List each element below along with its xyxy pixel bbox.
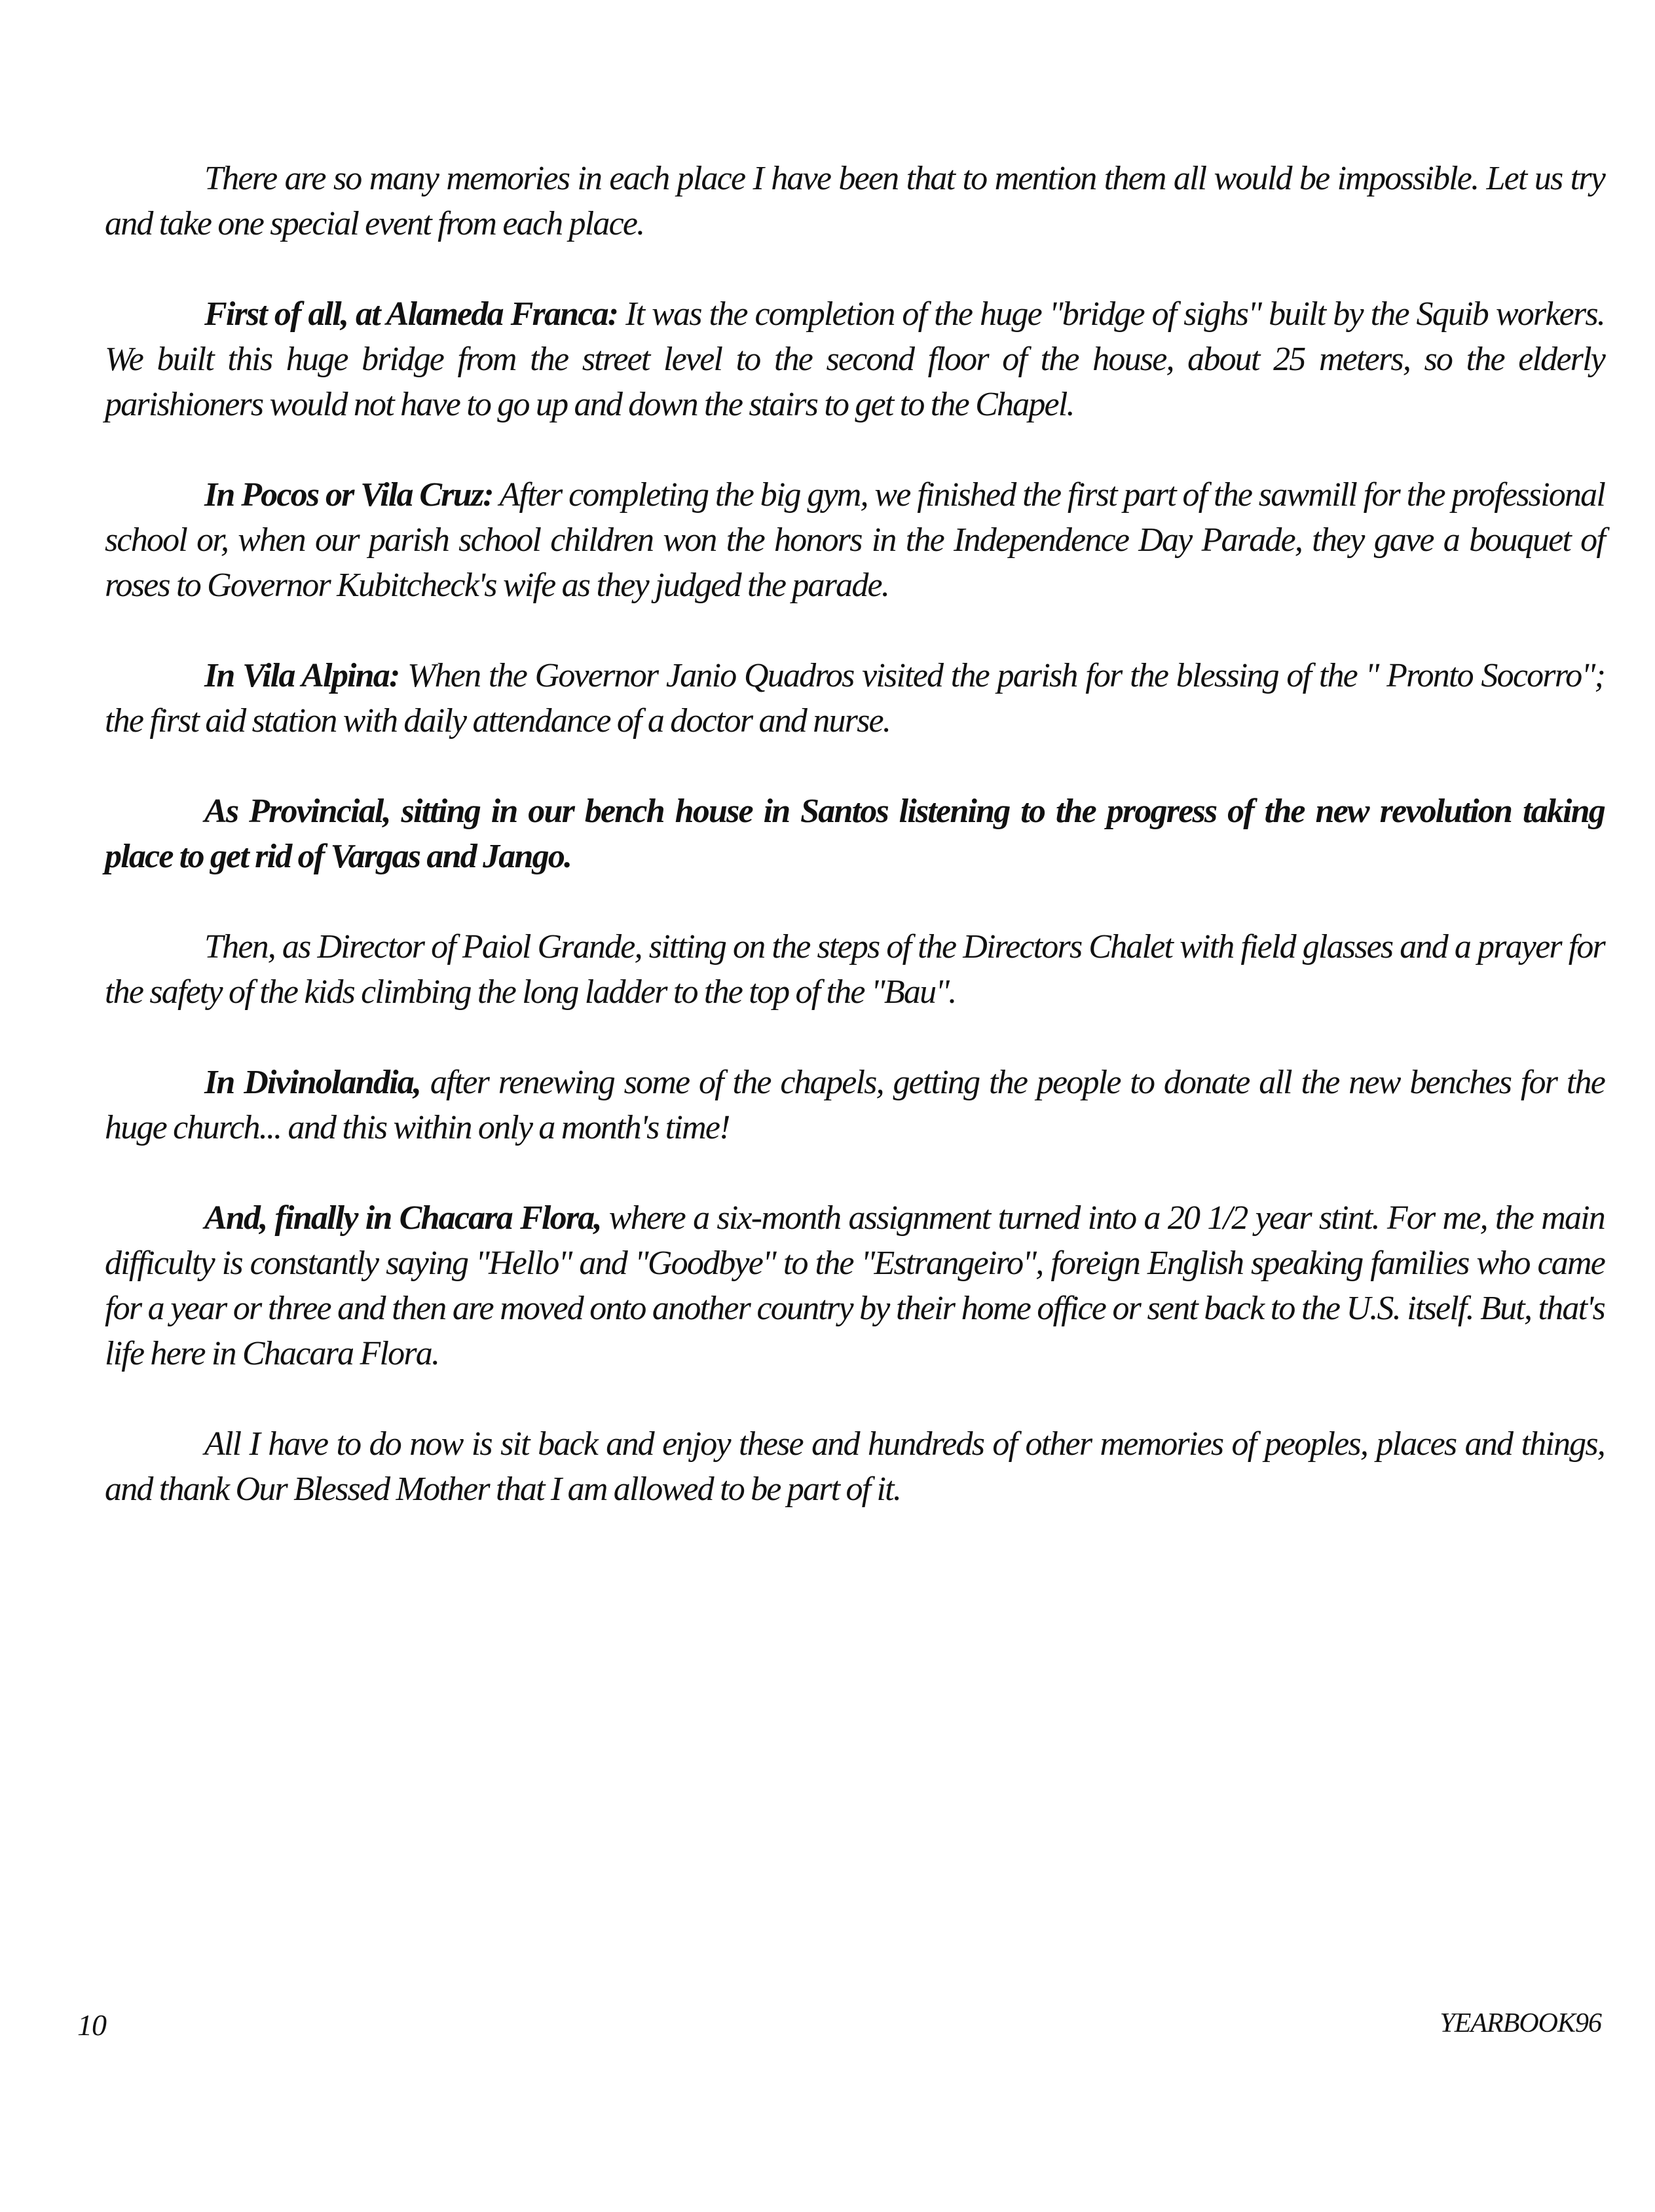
paragraph-text: When the Governor Janio Quadros visited the parish for the blessing of the " Pronto Socorro"; the first aid station with daily attendance of a doctor and nurse. [105, 657, 1605, 740]
paragraph-paiol-grande [105, 924, 1605, 1015]
paragraph-provincial [105, 789, 1605, 879]
paragraph-lead: In Pocos or Vila Cruz: [204, 476, 493, 514]
article-body [105, 156, 1605, 1557]
paragraph-text: There are so many memories in each place I have been that to mention them all would be impossible. Let us try and take one special event from each place. [105, 160, 1605, 242]
paragraph-vila-alpina [105, 653, 1605, 743]
paragraph-text: As Provincial, sitting in our bench house in Santos listening to the progress of the new revolution taking place to get rid of Vargas and Jango. [105, 793, 1605, 875]
paragraph-text: where a six-month assignment turned into a 20 1/2 year stint. For me, the main difficulty is constantly saying "Hello" and "Goodbye" to the "Estrangeiro", foreign English speaking families who came for a year or three and then are moved onto another country by their home office or sent back to the U.S. itself. But, that's life here in Chacara Flora. [105, 1199, 1605, 1372]
paragraph-lead: In Vila Alpina: [204, 657, 400, 694]
paragraph-text: After completing the big gym, we finished the first part of the sawmill for the professional school or, when our parish school children won the honors in the Independence Day Parade, they gave a bouquet of roses to Governor Kubitcheck's wife as they judged the parade. [105, 476, 1605, 604]
paragraph-pocos-vila-cruz [105, 472, 1605, 608]
paragraph-lead: And, finally in Chacara Flora, [204, 1199, 601, 1237]
paragraph-intro [105, 156, 1605, 246]
paragraph-text: It was the completion of the huge "bridge of sighs" built by the Squib workers. We built this huge bridge from the street level to the second floor of the house, about 25 meters, so the elderly parishioners would not have to go up and down the stairs to get to the Chapel. [105, 295, 1605, 423]
paragraph-divinolandia [105, 1060, 1605, 1150]
paragraph-closing [105, 1421, 1605, 1512]
page-number: 10 [77, 2008, 106, 2042]
paragraph-lead: First of all, at Alameda Franca: [204, 295, 618, 333]
publication-title: YEARBOOK96 [1440, 2008, 1601, 2038]
paragraph-lead: In Divinolandia, [204, 1064, 421, 1101]
paragraph-text: All I have to do now is sit back and enjoy these and hundreds of other memories of peoples, places and things, and thank Our Blessed Mother that I am allowed to be part of it. [105, 1425, 1605, 1508]
paragraph-chacara-flora [105, 1195, 1605, 1376]
paragraph-alameda-franca [105, 291, 1605, 427]
paragraph-text: after renewing some of the chapels, getting the people to donate all the new benches for the huge church... and this within only a month's time! [105, 1064, 1605, 1146]
paragraph-text: Then, as Director of Paiol Grande, sitting on the steps of the Directors Chalet with field glasses and a prayer for the safety of the kids climbing the long ladder to the top of the "Bau". [105, 928, 1605, 1011]
